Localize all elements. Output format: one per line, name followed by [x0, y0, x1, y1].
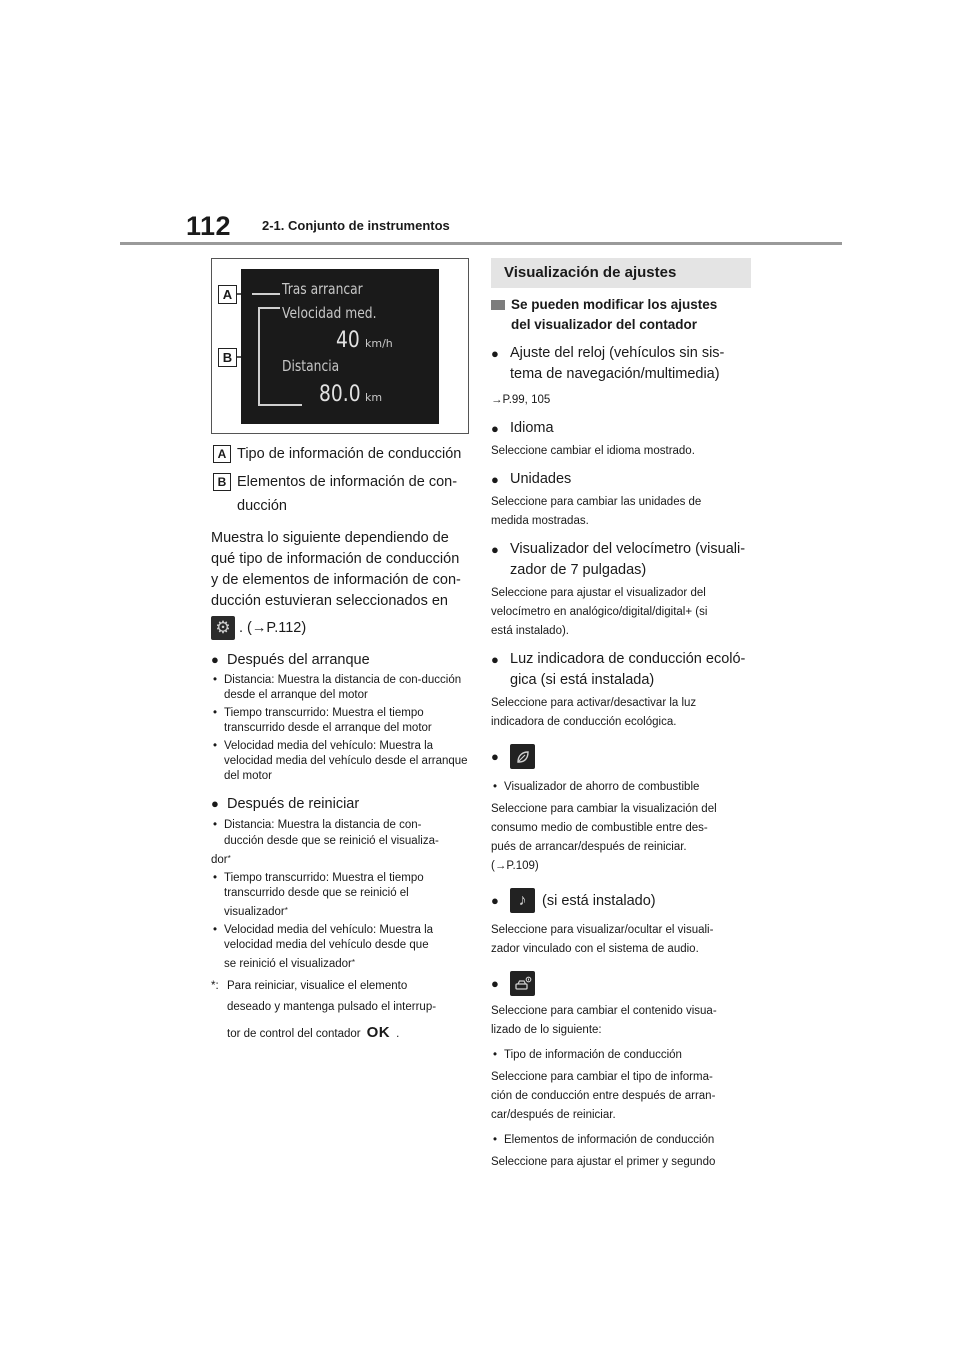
legend-label-a: A [213, 445, 231, 463]
bracket-a-h [252, 293, 280, 295]
speedometer-item: ● Visualizador del velocímetro (visuali- zador de 7 pulgadas) [491, 539, 751, 581]
language-title: Idioma [510, 420, 554, 436]
gear-reference-text: . (→P.112) [239, 620, 307, 636]
eco-line-2: gica (si está instalada) [510, 672, 655, 688]
leaf-bullet-text: Visualizador de ahorro de combustible [504, 781, 700, 793]
intro-line-2: qué tipo de información de conducción [211, 551, 460, 567]
speedometer-desc-line-3: está instalado). [491, 625, 569, 637]
reset-item-1-line-3: dor [211, 854, 228, 866]
meter-screen [241, 269, 439, 424]
reset-item-3-line-1: Velocidad media del vehículo: Muestra la [224, 924, 434, 936]
drive-bullet-1-desc-line-3: car/después de reiniciar. [491, 1109, 616, 1121]
drive-bullet-1-desc-line-2: ción de conducción entre después de arran- [491, 1090, 716, 1102]
bracket-b-v [258, 307, 260, 405]
screen-speed-value: 40 [336, 328, 360, 353]
audio-suffix: (si está instalado) [542, 892, 656, 909]
leaf-reference: (→P.109) [491, 860, 539, 872]
legend-label-b: B [213, 473, 231, 491]
page-number: 112 [186, 211, 232, 241]
car-info-icon [510, 971, 535, 996]
screen-distance-unit: km [365, 391, 383, 404]
after-start-item-1: Distancia: Muestra la distancia de con-ducción desde el arranque del motor [224, 674, 462, 701]
audio-desc [491, 921, 751, 959]
leaf-desc-line-3: pués de arrancar/después de reiniciar. [491, 841, 687, 853]
legend-b-line-2: ducción [237, 498, 287, 514]
screen-line-2: Velocidad med. [282, 304, 377, 322]
intro-line-1: Muestra lo siguiente dependiendo de [211, 530, 449, 546]
ok-switch-icon: OK [366, 1024, 391, 1041]
clock-line-2: tema de navegación/multimedia) [510, 366, 720, 382]
units-desc-line-2: medida mostradas. [491, 515, 589, 527]
bullet-dot: ● [211, 796, 219, 811]
screen-distance-value: 80.0 [319, 382, 361, 407]
leaf-icon [510, 744, 535, 769]
speedometer-desc-line-1: Seleccione para ajustar el visualizador del [491, 587, 706, 599]
leaf-desc-line-2: consumo medio de combustible entre des- [491, 822, 708, 834]
clock-item: ● Ajuste del reloj (vehículos sin sis- tema de navegación/multimedia) [491, 343, 751, 385]
legend-b [211, 470, 469, 518]
reset-item-2-line-1: Tiempo transcurrido: Muestra el tiempo [224, 872, 424, 884]
legend-a-text: Tipo de información de conducción [237, 446, 462, 462]
legend-a [211, 442, 469, 466]
units-desc-line-1: Seleccione para cambiar las unidades de [491, 496, 702, 508]
music-note-icon: ♪ [510, 888, 535, 913]
section-heading: 2-1. Conjunto de instrumentos [262, 218, 450, 233]
drive-info-item: ● [491, 971, 751, 996]
list-item-cont [211, 957, 469, 972]
drive-info-desc [491, 1002, 751, 1040]
drive-bullet-1-desc [491, 1068, 751, 1125]
asterisk-3: * [351, 958, 355, 967]
list-item: • Distancia: Muestra la distancia de con- ducción desde que se reinició el visualiza- [213, 819, 439, 847]
eco-desc-line-2: indicadora de conducción ecológica. [491, 716, 677, 728]
list-item: • Visualizador de ahorro de combustible [491, 778, 751, 797]
list-item: • Velocidad media del vehículo: Muestra la velocidad media del vehículo desde el arranque del motor [213, 740, 468, 782]
bracket-b-bottom [258, 404, 302, 406]
speedometer-desc-line-2: velocímetro en analógico/digital/digital+ (si [491, 606, 708, 618]
list-item: • Tiempo transcurrido: Muestra el tiempo transcurrido desde el arranque del motor [211, 706, 469, 736]
intro-line-3: y de elementos de información de con- [211, 572, 461, 588]
drive-bullet-1-desc-line-1: Seleccione para cambiar el tipo de informa- [491, 1071, 713, 1083]
reset-item-2-line-2: transcurrido desde que se reinició el [224, 887, 409, 899]
clock-line-1: Ajuste del reloj (vehículos sin sis- [510, 345, 725, 361]
footnote-line-3 [227, 1022, 436, 1045]
reset-item-3-line-2: velocidad media del vehículo desde que [224, 939, 429, 951]
leaf-desc-line-1: Seleccione para cambiar la visualización del [491, 803, 717, 815]
after-start-heading [211, 650, 469, 670]
subheading-line-2: del visualizador del contador [511, 317, 698, 332]
bracket-b-top [258, 307, 280, 309]
subheading-line-1: Se pueden modificar los ajustes [511, 297, 718, 312]
reset-item-1-line-2: ducción desde que se reinició el visualiza- [224, 835, 439, 847]
asterisk-1: * [227, 854, 231, 863]
list-item: • Velocidad media del vehículo: Muestra la velocidad media del vehículo desde que [213, 924, 434, 951]
language-desc: Seleccione cambiar el idioma mostrado. [491, 445, 695, 457]
footnote-line-1: Para reiniciar, visualice el elemento [227, 980, 408, 992]
footnote [211, 976, 469, 1045]
footnote-mark: *: [211, 980, 219, 992]
screen-speed-unit: km/h [365, 337, 393, 350]
figure-label-b: B [218, 348, 237, 367]
after-start-item-2: Tiempo transcurrido: Muestra el tiempo transcurrido desde el arranque del motor [224, 707, 432, 734]
reset-item-1-line-1: Distancia: Muestra la distancia de con- [224, 819, 422, 831]
footnote-line-3-text: tor de control del contador [227, 1028, 361, 1040]
units-desc [491, 493, 751, 531]
gear-icon: ⚙ [211, 616, 235, 640]
list-item: • Tiempo transcurrido: Muestra el tiempo transcurrido desde que se reinició el [213, 872, 424, 899]
reset-item-2-line-3: visualizador [224, 906, 285, 918]
left-column [211, 258, 469, 1045]
audio-desc-line-2: zador vinculado con el sistema de audio. [491, 943, 699, 955]
drive-desc-line-2: lizado de lo siguiente: [491, 1024, 602, 1036]
drive-desc-line-1: Seleccione para cambiar el contenido visua- [491, 1005, 717, 1017]
eco-light-item: ● Luz indicadora de conducción ecoló- gica (si está instalada) [491, 649, 751, 691]
drive-bullet-2-desc-line-1: Seleccione para ajustar el primer y segundo [491, 1156, 716, 1168]
speedometer-line-2: zador de 7 pulgadas) [510, 562, 647, 578]
list-item: • Tipo de información de conducción [491, 1046, 751, 1065]
speedometer-desc [491, 584, 751, 641]
list-item-cont [211, 853, 469, 868]
audio-desc-line-1: Seleccione para visualizar/ocultar el visuali- [491, 924, 714, 936]
drive-bullet-2: Elementos de información de conducción [504, 1134, 715, 1146]
units-title: Unidades [510, 471, 572, 487]
right-column [491, 258, 751, 1172]
after-reset-title: Después de reiniciar [227, 796, 360, 812]
list-item: • Elementos de información de conducción [491, 1131, 751, 1150]
after-start-title: Después del arranque [227, 652, 370, 668]
eco-desc-line-1: Seleccione para activar/desactivar la luz [491, 697, 697, 709]
reset-item-3-line-3: se reinició el visualizador [224, 958, 352, 970]
clock-reference: →P.99, 105 [491, 394, 551, 406]
settings-subheading [491, 295, 751, 335]
after-reset-heading [211, 794, 469, 814]
drive-bullet-1: Tipo de información de conducción [504, 1049, 682, 1061]
settings-section-title: Visualización de ajustes [491, 258, 751, 288]
speedometer-line-1: Visualizador del velocímetro (visuali- [510, 541, 746, 557]
leaf-desc [491, 800, 751, 876]
language-item: ● Idioma [491, 418, 751, 439]
figure-label-a: A [218, 285, 237, 304]
audio-item: ● ♪ (si está instalado) [491, 888, 751, 913]
gear-reference [211, 616, 469, 640]
screen-line-1: Tras arrancar [282, 280, 363, 298]
legend-b-line-1: Elementos de información de con- [237, 474, 458, 490]
square-bullet-icon [491, 300, 505, 310]
eco-line-1: Luz indicadora de conducción ecoló- [510, 651, 746, 667]
drive-bullet-2-desc [491, 1153, 751, 1172]
intro-line-4: ducción estuvieran seleccionados en [211, 593, 448, 609]
footnote-line-2: deseado y mantenga pulsado el interrup- [227, 1001, 437, 1013]
intro-paragraph [211, 528, 469, 612]
footnote-end: . [396, 1028, 400, 1040]
header-rule [120, 242, 842, 245]
instrument-figure [211, 258, 469, 434]
after-start-item-3: Velocidad media del vehículo: Muestra la velocidad media del vehículo desde el arranque del motor [224, 740, 468, 782]
units-item: ● Unidades [491, 469, 751, 490]
bullet-dot: ● [211, 652, 219, 667]
asterisk-2: * [284, 906, 288, 915]
leaf-item: ● [491, 744, 751, 769]
list-item-cont [211, 905, 469, 920]
eco-desc [491, 694, 751, 732]
screen-line-4: Distancia [282, 357, 340, 375]
list-item: • Distancia: Muestra la distancia de con-ducción desde el arranque del motor [211, 673, 469, 703]
